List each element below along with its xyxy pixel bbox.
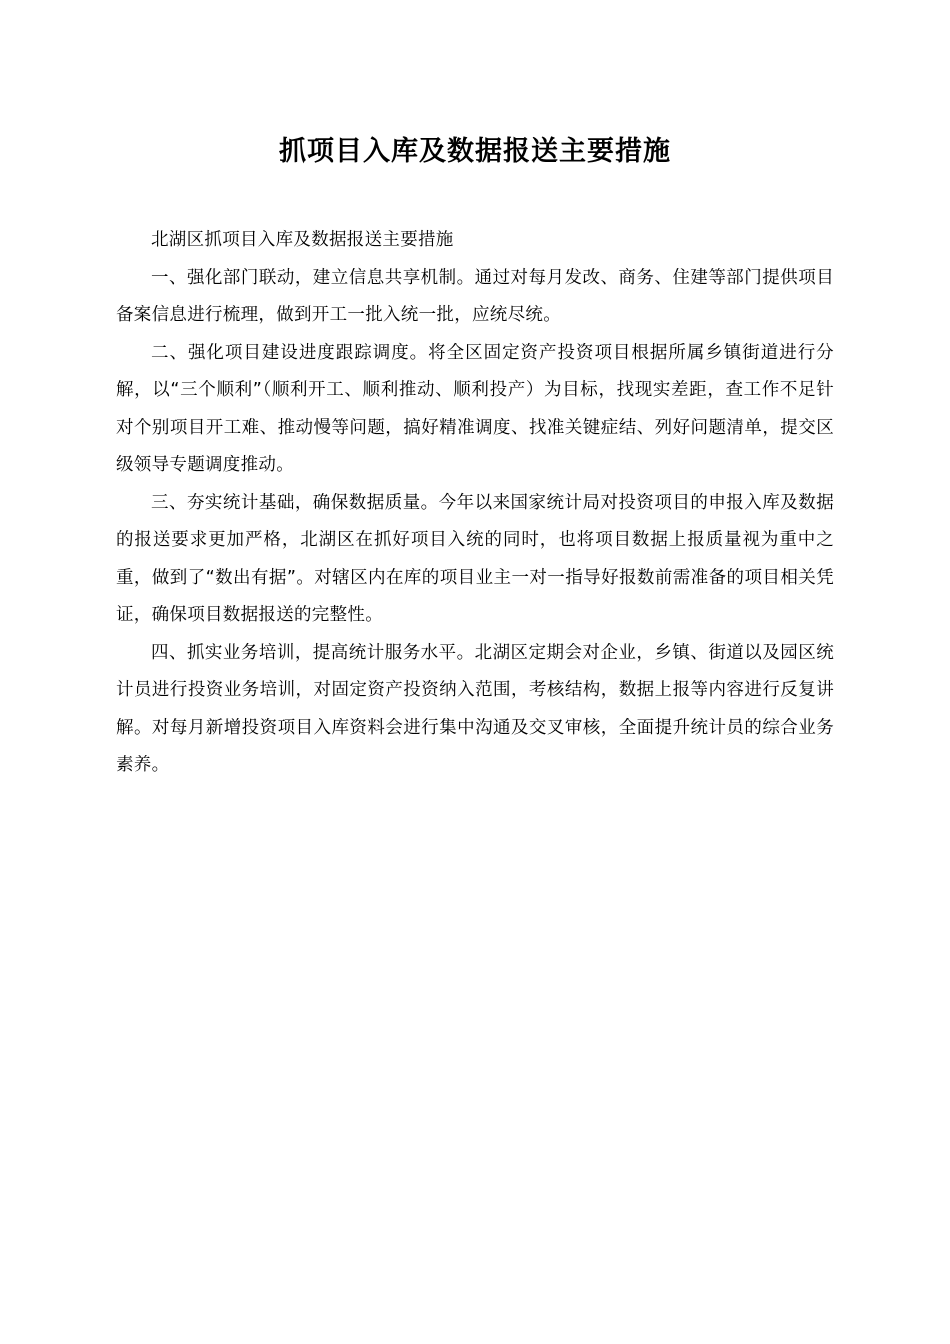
paragraph-subtitle: 北湖区抓项目入库及数据报送主要措施	[151, 230, 454, 250]
paragraph-measure-2: 二、强化项目建设进度跟踪调度。将全区固定资产投资项目根据所属乡镇街道进行分解，以“三个顺利”（顺利开工、顺利推动、顺利投产）为目标，找现实差距，查工作不足针对个别项目开工难、推动慢等问题，搞好精准调度、找准关键症结、列好问题清单，提交区级领导专题调度推动。	[116, 342, 834, 475]
paragraph-measure-3: 三、夯实统计基础，确保数据质量。今年以来国家统计局对投资项目的申报入库及数据的报送要求更加严格，北湖区在抓好项目入统的同时，也将项目数据上报质量视为重中之重，做到了“数出有据”。对辖区内在库的项目业主一对一指导好报数前需准备的项目相关凭证，确保项目数据报送的完整性。	[116, 492, 834, 625]
document-title: 抓项目入库及数据报送主要措施	[279, 136, 671, 167]
paragraph-measure-4: 四、抓实业务培训，提高统计服务水平。北湖区定期会对企业，乡镇、街道以及园区统计员进行投资业务培训，对固定资产投资纳入范围，考核结构，数据上报等内容进行反复讲解。对每月新增投资项目入库资料会进行集中沟通及交叉审核，全面提升统计员的综合业务素养。	[116, 642, 834, 775]
document-body	[116, 222, 834, 785]
paragraph-measure-1: 一、强化部门联动，建立信息共享机制。通过对每月发改、商务、住建等部门提供项目备案信息进行梳理，做到开工一批入统一批，应统尽统。	[116, 267, 834, 325]
